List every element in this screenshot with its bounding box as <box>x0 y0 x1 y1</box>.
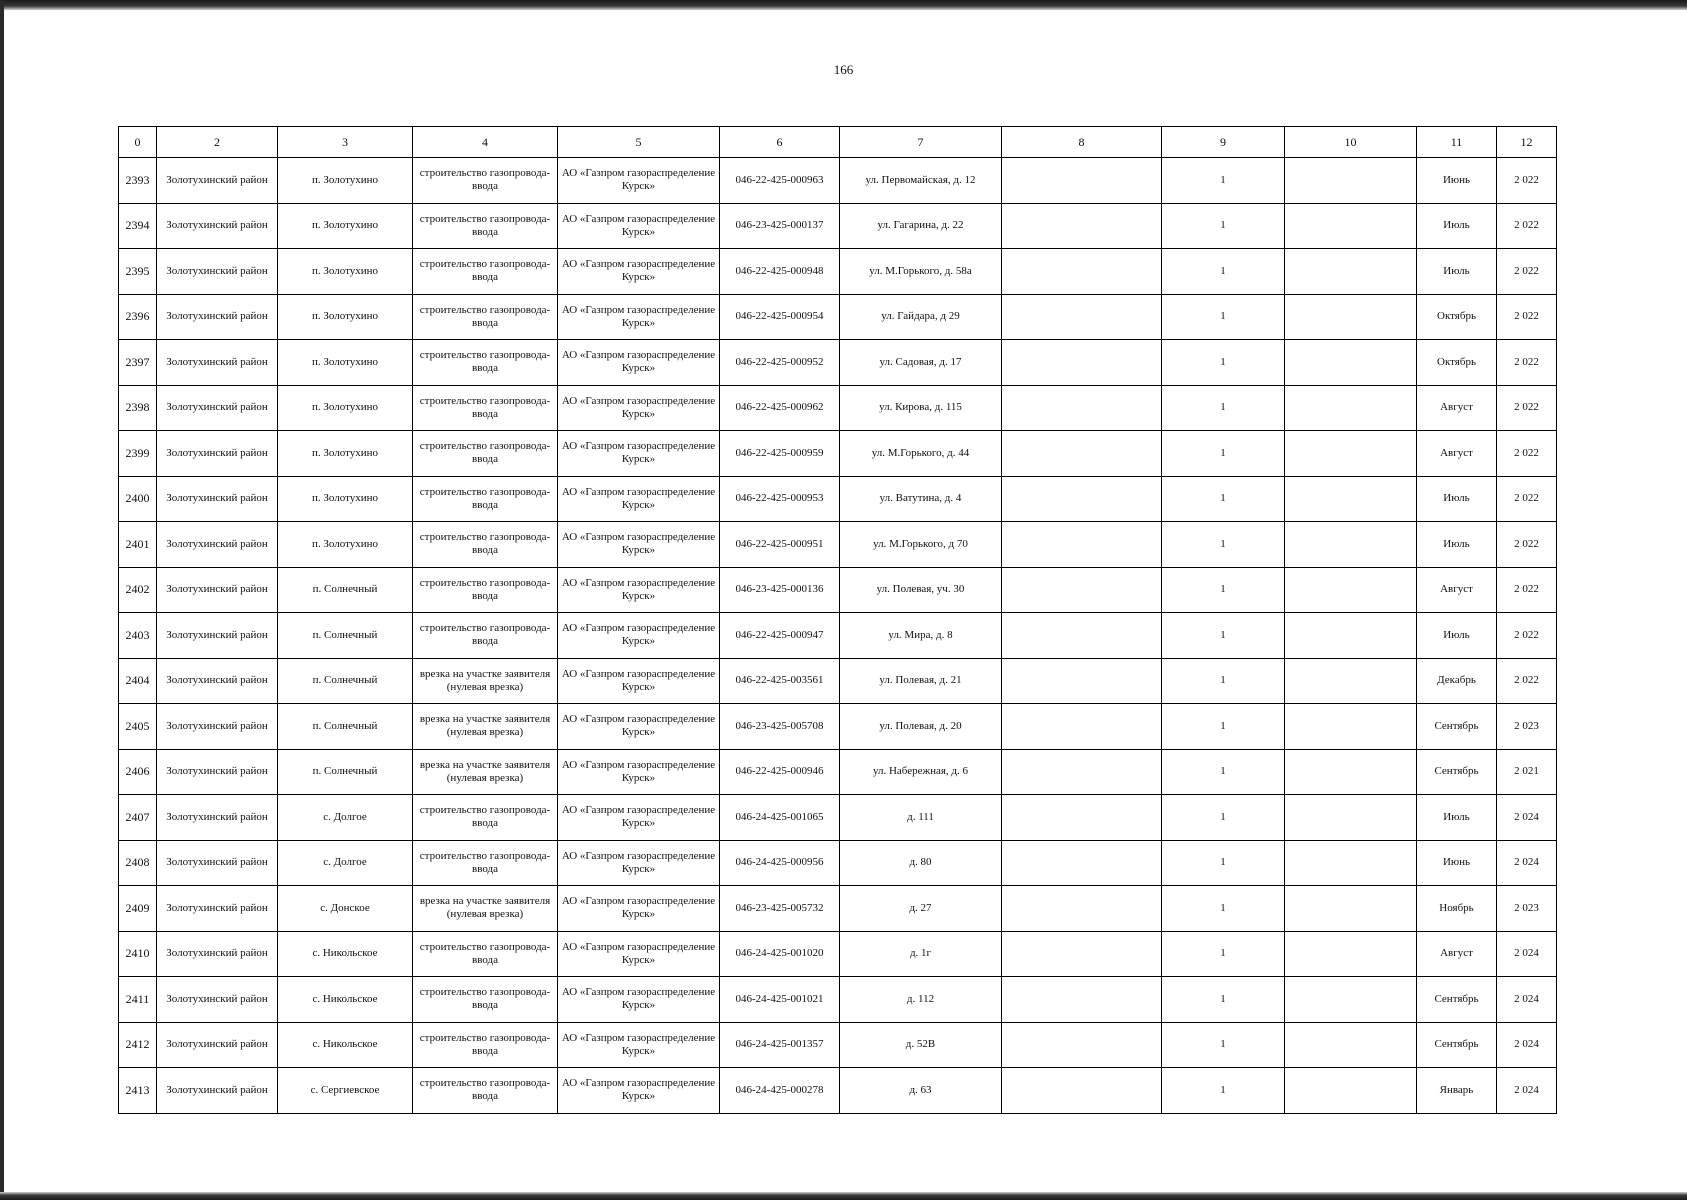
table-row <box>119 158 1557 204</box>
cell-address: д. 63 <box>840 1068 1002 1114</box>
cell-col-10 <box>1285 340 1417 386</box>
cell-address: ул. М.Горького, д. 58а <box>840 249 1002 295</box>
cell-work-type: строительство газопровода-ввода <box>413 158 558 204</box>
table-body <box>119 158 1557 1114</box>
table-row <box>119 476 1557 522</box>
cell-col-10 <box>1285 431 1417 477</box>
cell-count: 1 <box>1162 294 1285 340</box>
row-number: 2410 <box>119 931 157 977</box>
cell-col-8 <box>1002 886 1162 932</box>
col-header: 4 <box>413 127 558 158</box>
cell-col-10 <box>1285 840 1417 886</box>
registry-table <box>118 126 1557 1114</box>
cell-col-10 <box>1285 567 1417 613</box>
cell-organization: АО «Газпром газораспределение Курск» <box>558 658 720 704</box>
cell-month: Август <box>1417 931 1497 977</box>
cell-code: 046-22-425-000947 <box>720 613 840 659</box>
cell-count: 1 <box>1162 931 1285 977</box>
cell-address: д. 52В <box>840 1022 1002 1068</box>
cell-code: 046-22-425-000953 <box>720 476 840 522</box>
cell-month: Сентябрь <box>1417 749 1497 795</box>
table-row <box>119 385 1557 431</box>
cell-count: 1 <box>1162 749 1285 795</box>
cell-count: 1 <box>1162 249 1285 295</box>
row-number: 2402 <box>119 567 157 613</box>
cell-address: ул. Гагарина, д. 22 <box>840 203 1002 249</box>
row-number: 2412 <box>119 1022 157 1068</box>
cell-address: ул. Кирова, д. 115 <box>840 385 1002 431</box>
row-number: 2394 <box>119 203 157 249</box>
cell-address: ул. Первомайская, д. 12 <box>840 158 1002 204</box>
cell-locality: п. Золотухино <box>278 522 413 568</box>
cell-col-8 <box>1002 567 1162 613</box>
cell-district: Золотухинский район <box>157 749 278 795</box>
cell-locality: п. Золотухино <box>278 431 413 477</box>
header-row <box>119 127 1557 158</box>
table-row <box>119 613 1557 659</box>
cell-col-8 <box>1002 613 1162 659</box>
cell-col-8 <box>1002 658 1162 704</box>
cell-col-8 <box>1002 1068 1162 1114</box>
cell-locality: п. Золотухино <box>278 158 413 204</box>
col-header: 9 <box>1162 127 1285 158</box>
cell-col-10 <box>1285 203 1417 249</box>
scan-edge-top <box>0 0 1687 10</box>
cell-locality: с. Никольское <box>278 977 413 1023</box>
cell-col-8 <box>1002 294 1162 340</box>
cell-count: 1 <box>1162 658 1285 704</box>
cell-year: 2 024 <box>1497 795 1557 841</box>
cell-count: 1 <box>1162 886 1285 932</box>
row-number: 2393 <box>119 158 157 204</box>
cell-year: 2 023 <box>1497 704 1557 750</box>
row-number: 2398 <box>119 385 157 431</box>
cell-month: Август <box>1417 385 1497 431</box>
cell-col-8 <box>1002 522 1162 568</box>
cell-organization: АО «Газпром газораспределение Курск» <box>558 203 720 249</box>
cell-work-type: врезка на участке заявителя (нулевая врезка) <box>413 886 558 932</box>
cell-count: 1 <box>1162 795 1285 841</box>
cell-address: ул. Полевая, д. 20 <box>840 704 1002 750</box>
cell-col-8 <box>1002 431 1162 477</box>
cell-month: Июль <box>1417 522 1497 568</box>
cell-organization: АО «Газпром газораспределение Курск» <box>558 294 720 340</box>
table-row <box>119 203 1557 249</box>
cell-district: Золотухинский район <box>157 249 278 295</box>
cell-col-8 <box>1002 203 1162 249</box>
cell-count: 1 <box>1162 840 1285 886</box>
cell-col-8 <box>1002 704 1162 750</box>
cell-work-type: строительство газопровода-ввода <box>413 249 558 295</box>
cell-organization: АО «Газпром газораспределение Курск» <box>558 431 720 477</box>
cell-count: 1 <box>1162 1022 1285 1068</box>
cell-month: Сентябрь <box>1417 1022 1497 1068</box>
table-row <box>119 704 1557 750</box>
cell-locality: с. Долгое <box>278 795 413 841</box>
table-row <box>119 795 1557 841</box>
table-row <box>119 931 1557 977</box>
cell-count: 1 <box>1162 476 1285 522</box>
cell-organization: АО «Газпром газораспределение Курск» <box>558 476 720 522</box>
row-number: 2408 <box>119 840 157 886</box>
cell-code: 046-22-425-003561 <box>720 658 840 704</box>
cell-address: ул. М.Горького, д. 44 <box>840 431 1002 477</box>
cell-work-type: строительство газопровода-ввода <box>413 977 558 1023</box>
col-header: 6 <box>720 127 840 158</box>
row-number: 2395 <box>119 249 157 295</box>
cell-district: Золотухинский район <box>157 886 278 932</box>
cell-work-type: строительство газопровода-ввода <box>413 613 558 659</box>
cell-locality: п. Золотухино <box>278 340 413 386</box>
cell-year: 2 022 <box>1497 658 1557 704</box>
col-header: 11 <box>1417 127 1497 158</box>
cell-address: д. 80 <box>840 840 1002 886</box>
cell-district: Золотухинский район <box>157 567 278 613</box>
cell-work-type: строительство газопровода-ввода <box>413 567 558 613</box>
cell-count: 1 <box>1162 977 1285 1023</box>
cell-year: 2 024 <box>1497 977 1557 1023</box>
cell-month: Июль <box>1417 203 1497 249</box>
cell-district: Золотухинский район <box>157 795 278 841</box>
cell-locality: п. Солнечный <box>278 658 413 704</box>
cell-address: ул. Мира, д. 8 <box>840 613 1002 659</box>
cell-col-10 <box>1285 294 1417 340</box>
cell-count: 1 <box>1162 567 1285 613</box>
row-number: 2397 <box>119 340 157 386</box>
cell-count: 1 <box>1162 340 1285 386</box>
cell-address: ул. Полевая, уч. 30 <box>840 567 1002 613</box>
cell-year: 2 022 <box>1497 294 1557 340</box>
cell-year: 2 022 <box>1497 203 1557 249</box>
cell-organization: АО «Газпром газораспределение Курск» <box>558 931 720 977</box>
cell-year: 2 022 <box>1497 522 1557 568</box>
cell-district: Золотухинский район <box>157 1022 278 1068</box>
row-number: 2401 <box>119 522 157 568</box>
cell-organization: АО «Газпром газораспределение Курск» <box>558 158 720 204</box>
row-number: 2413 <box>119 1068 157 1114</box>
cell-month: Август <box>1417 567 1497 613</box>
cell-district: Золотухинский район <box>157 658 278 704</box>
table-row <box>119 840 1557 886</box>
cell-address: д. 27 <box>840 886 1002 932</box>
cell-col-10 <box>1285 249 1417 295</box>
table-row <box>119 249 1557 295</box>
cell-work-type: строительство газопровода-ввода <box>413 795 558 841</box>
cell-col-10 <box>1285 385 1417 431</box>
table-row <box>119 886 1557 932</box>
cell-district: Золотухинский район <box>157 340 278 386</box>
cell-count: 1 <box>1162 431 1285 477</box>
cell-col-8 <box>1002 340 1162 386</box>
cell-work-type: строительство газопровода-ввода <box>413 340 558 386</box>
table-row <box>119 522 1557 568</box>
row-number: 2404 <box>119 658 157 704</box>
cell-month: Июль <box>1417 795 1497 841</box>
table-row <box>119 658 1557 704</box>
cell-col-8 <box>1002 931 1162 977</box>
cell-month: Сентябрь <box>1417 704 1497 750</box>
cell-col-10 <box>1285 158 1417 204</box>
cell-address: ул. Набережная, д. 6 <box>840 749 1002 795</box>
cell-locality: п. Золотухино <box>278 385 413 431</box>
cell-organization: АО «Газпром газораспределение Курск» <box>558 249 720 295</box>
table-row <box>119 977 1557 1023</box>
cell-month: Октябрь <box>1417 340 1497 386</box>
table-row <box>119 340 1557 386</box>
cell-year: 2 024 <box>1497 840 1557 886</box>
cell-code: 046-22-425-000962 <box>720 385 840 431</box>
cell-month: Июль <box>1417 476 1497 522</box>
row-number: 2400 <box>119 476 157 522</box>
cell-organization: АО «Газпром газораспределение Курск» <box>558 795 720 841</box>
cell-work-type: строительство газопровода-ввода <box>413 840 558 886</box>
cell-district: Золотухинский район <box>157 840 278 886</box>
cell-work-type: строительство газопровода-ввода <box>413 1068 558 1114</box>
cell-year: 2 024 <box>1497 1068 1557 1114</box>
cell-year: 2 022 <box>1497 158 1557 204</box>
cell-locality: п. Солнечный <box>278 613 413 659</box>
row-number: 2406 <box>119 749 157 795</box>
table-header <box>119 127 1557 158</box>
cell-year: 2 022 <box>1497 567 1557 613</box>
cell-code: 046-22-425-000948 <box>720 249 840 295</box>
row-number: 2407 <box>119 795 157 841</box>
cell-month: Июль <box>1417 249 1497 295</box>
cell-organization: АО «Газпром газораспределение Курск» <box>558 886 720 932</box>
cell-code: 046-23-425-000136 <box>720 567 840 613</box>
cell-code: 046-24-425-001020 <box>720 931 840 977</box>
cell-address: д. 112 <box>840 977 1002 1023</box>
cell-month: Сентябрь <box>1417 977 1497 1023</box>
cell-count: 1 <box>1162 522 1285 568</box>
cell-work-type: строительство газопровода-ввода <box>413 294 558 340</box>
cell-work-type: строительство газопровода-ввода <box>413 431 558 477</box>
col-header: 3 <box>278 127 413 158</box>
col-header: 10 <box>1285 127 1417 158</box>
cell-organization: АО «Газпром газораспределение Курск» <box>558 613 720 659</box>
cell-locality: п. Солнечный <box>278 567 413 613</box>
cell-organization: АО «Газпром газораспределение Курск» <box>558 704 720 750</box>
cell-year: 2 022 <box>1497 613 1557 659</box>
cell-work-type: врезка на участке заявителя (нулевая врезка) <box>413 704 558 750</box>
cell-work-type: строительство газопровода-ввода <box>413 931 558 977</box>
cell-count: 1 <box>1162 613 1285 659</box>
cell-code: 046-22-425-000963 <box>720 158 840 204</box>
cell-address: ул. Гайдара, д 29 <box>840 294 1002 340</box>
cell-month: Июнь <box>1417 158 1497 204</box>
cell-district: Золотухинский район <box>157 476 278 522</box>
cell-year: 2 022 <box>1497 476 1557 522</box>
cell-month: Июнь <box>1417 840 1497 886</box>
cell-work-type: строительство газопровода-ввода <box>413 203 558 249</box>
col-header: 5 <box>558 127 720 158</box>
cell-year: 2 022 <box>1497 431 1557 477</box>
cell-month: Октябрь <box>1417 294 1497 340</box>
cell-code: 046-23-425-005732 <box>720 886 840 932</box>
table-row <box>119 1022 1557 1068</box>
cell-address: ул. Полевая, д. 21 <box>840 658 1002 704</box>
cell-year: 2 022 <box>1497 385 1557 431</box>
cell-locality: п. Золотухино <box>278 203 413 249</box>
cell-col-8 <box>1002 476 1162 522</box>
cell-locality: с. Долгое <box>278 840 413 886</box>
scan-edge-bottom <box>0 1192 1687 1200</box>
cell-code: 046-23-425-000137 <box>720 203 840 249</box>
cell-count: 1 <box>1162 704 1285 750</box>
cell-col-10 <box>1285 886 1417 932</box>
table-row <box>119 567 1557 613</box>
cell-address: ул. Ватутина, д. 4 <box>840 476 1002 522</box>
cell-district: Золотухинский район <box>157 977 278 1023</box>
cell-district: Золотухинский район <box>157 294 278 340</box>
cell-col-10 <box>1285 522 1417 568</box>
cell-district: Золотухинский район <box>157 522 278 568</box>
registry-table-wrap <box>118 126 1556 1114</box>
cell-col-10 <box>1285 749 1417 795</box>
cell-address: д. 1г <box>840 931 1002 977</box>
cell-count: 1 <box>1162 203 1285 249</box>
cell-col-10 <box>1285 1068 1417 1114</box>
cell-work-type: строительство газопровода-ввода <box>413 1022 558 1068</box>
cell-col-10 <box>1285 795 1417 841</box>
cell-col-10 <box>1285 476 1417 522</box>
cell-code: 046-22-425-000954 <box>720 294 840 340</box>
cell-year: 2 021 <box>1497 749 1557 795</box>
cell-locality: п. Золотухино <box>278 476 413 522</box>
cell-col-10 <box>1285 977 1417 1023</box>
cell-locality: с. Никольское <box>278 931 413 977</box>
cell-count: 1 <box>1162 158 1285 204</box>
cell-code: 046-24-425-001357 <box>720 1022 840 1068</box>
cell-organization: АО «Газпром газораспределение Курск» <box>558 567 720 613</box>
cell-code: 046-22-425-000952 <box>720 340 840 386</box>
cell-code: 046-24-425-001021 <box>720 977 840 1023</box>
cell-work-type: строительство газопровода-ввода <box>413 522 558 568</box>
cell-organization: АО «Газпром газораспределение Курск» <box>558 1068 720 1114</box>
cell-address: ул. Садовая, д. 17 <box>840 340 1002 386</box>
cell-district: Золотухинский район <box>157 1068 278 1114</box>
cell-district: Золотухинский район <box>157 203 278 249</box>
cell-code: 046-24-425-000278 <box>720 1068 840 1114</box>
cell-year: 2 024 <box>1497 931 1557 977</box>
cell-code: 046-24-425-000956 <box>720 840 840 886</box>
col-header: 8 <box>1002 127 1162 158</box>
page-number: 166 <box>833 62 854 77</box>
cell-month: Ноябрь <box>1417 886 1497 932</box>
cell-code: 046-22-425-000951 <box>720 522 840 568</box>
col-header: 2 <box>157 127 278 158</box>
cell-district: Золотухинский район <box>157 613 278 659</box>
cell-col-8 <box>1002 977 1162 1023</box>
cell-month: Август <box>1417 431 1497 477</box>
cell-col-8 <box>1002 158 1162 204</box>
row-number: 2409 <box>119 886 157 932</box>
cell-organization: АО «Газпром газораспределение Курск» <box>558 977 720 1023</box>
cell-organization: АО «Газпром газораспределение Курск» <box>558 749 720 795</box>
cell-work-type: строительство газопровода-ввода <box>413 476 558 522</box>
cell-col-10 <box>1285 658 1417 704</box>
table-row <box>119 431 1557 477</box>
cell-month: Июль <box>1417 613 1497 659</box>
table-row <box>119 749 1557 795</box>
cell-locality: п. Золотухино <box>278 294 413 340</box>
row-number: 2399 <box>119 431 157 477</box>
cell-year: 2 024 <box>1497 1022 1557 1068</box>
cell-locality: п. Солнечный <box>278 704 413 750</box>
cell-work-type: врезка на участке заявителя (нулевая врезка) <box>413 749 558 795</box>
cell-month: Декабрь <box>1417 658 1497 704</box>
row-number: 2411 <box>119 977 157 1023</box>
cell-month: Январь <box>1417 1068 1497 1114</box>
cell-col-10 <box>1285 704 1417 750</box>
cell-locality: с. Сергиевское <box>278 1068 413 1114</box>
cell-locality: с. Никольское <box>278 1022 413 1068</box>
cell-col-8 <box>1002 795 1162 841</box>
cell-count: 1 <box>1162 385 1285 431</box>
cell-organization: АО «Газпром газораспределение Курск» <box>558 385 720 431</box>
cell-work-type: врезка на участке заявителя (нулевая врезка) <box>413 658 558 704</box>
col-header: 7 <box>840 127 1002 158</box>
cell-code: 046-24-425-001065 <box>720 795 840 841</box>
cell-district: Золотухинский район <box>157 704 278 750</box>
cell-year: 2 023 <box>1497 886 1557 932</box>
row-number: 2403 <box>119 613 157 659</box>
cell-locality: п. Солнечный <box>278 749 413 795</box>
cell-count: 1 <box>1162 1068 1285 1114</box>
cell-col-10 <box>1285 931 1417 977</box>
cell-col-8 <box>1002 249 1162 295</box>
cell-organization: АО «Газпром газораспределение Курск» <box>558 1022 720 1068</box>
col-header: 0 <box>119 127 157 158</box>
cell-code: 046-23-425-005708 <box>720 704 840 750</box>
cell-col-8 <box>1002 749 1162 795</box>
cell-work-type: строительство газопровода-ввода <box>413 385 558 431</box>
row-number: 2396 <box>119 294 157 340</box>
cell-district: Золотухинский район <box>157 385 278 431</box>
cell-district: Золотухинский район <box>157 158 278 204</box>
row-number: 2405 <box>119 704 157 750</box>
cell-locality: п. Золотухино <box>278 249 413 295</box>
cell-district: Золотухинский район <box>157 931 278 977</box>
cell-organization: АО «Газпром газораспределение Курск» <box>558 340 720 386</box>
cell-address: д. 111 <box>840 795 1002 841</box>
cell-year: 2 022 <box>1497 340 1557 386</box>
cell-col-10 <box>1285 613 1417 659</box>
cell-col-8 <box>1002 840 1162 886</box>
table-row <box>119 1068 1557 1114</box>
cell-organization: АО «Газпром газораспределение Курск» <box>558 522 720 568</box>
cell-address: ул. М.Горького, д 70 <box>840 522 1002 568</box>
cell-organization: АО «Газпром газораспределение Курск» <box>558 840 720 886</box>
scan-edge-left <box>0 0 4 1200</box>
cell-col-8 <box>1002 1022 1162 1068</box>
cell-code: 046-22-425-000946 <box>720 749 840 795</box>
cell-locality: с. Донское <box>278 886 413 932</box>
col-header: 12 <box>1497 127 1557 158</box>
cell-district: Золотухинский район <box>157 431 278 477</box>
cell-col-8 <box>1002 385 1162 431</box>
table-row <box>119 294 1557 340</box>
cell-year: 2 022 <box>1497 249 1557 295</box>
cell-col-10 <box>1285 1022 1417 1068</box>
cell-code: 046-22-425-000959 <box>720 431 840 477</box>
